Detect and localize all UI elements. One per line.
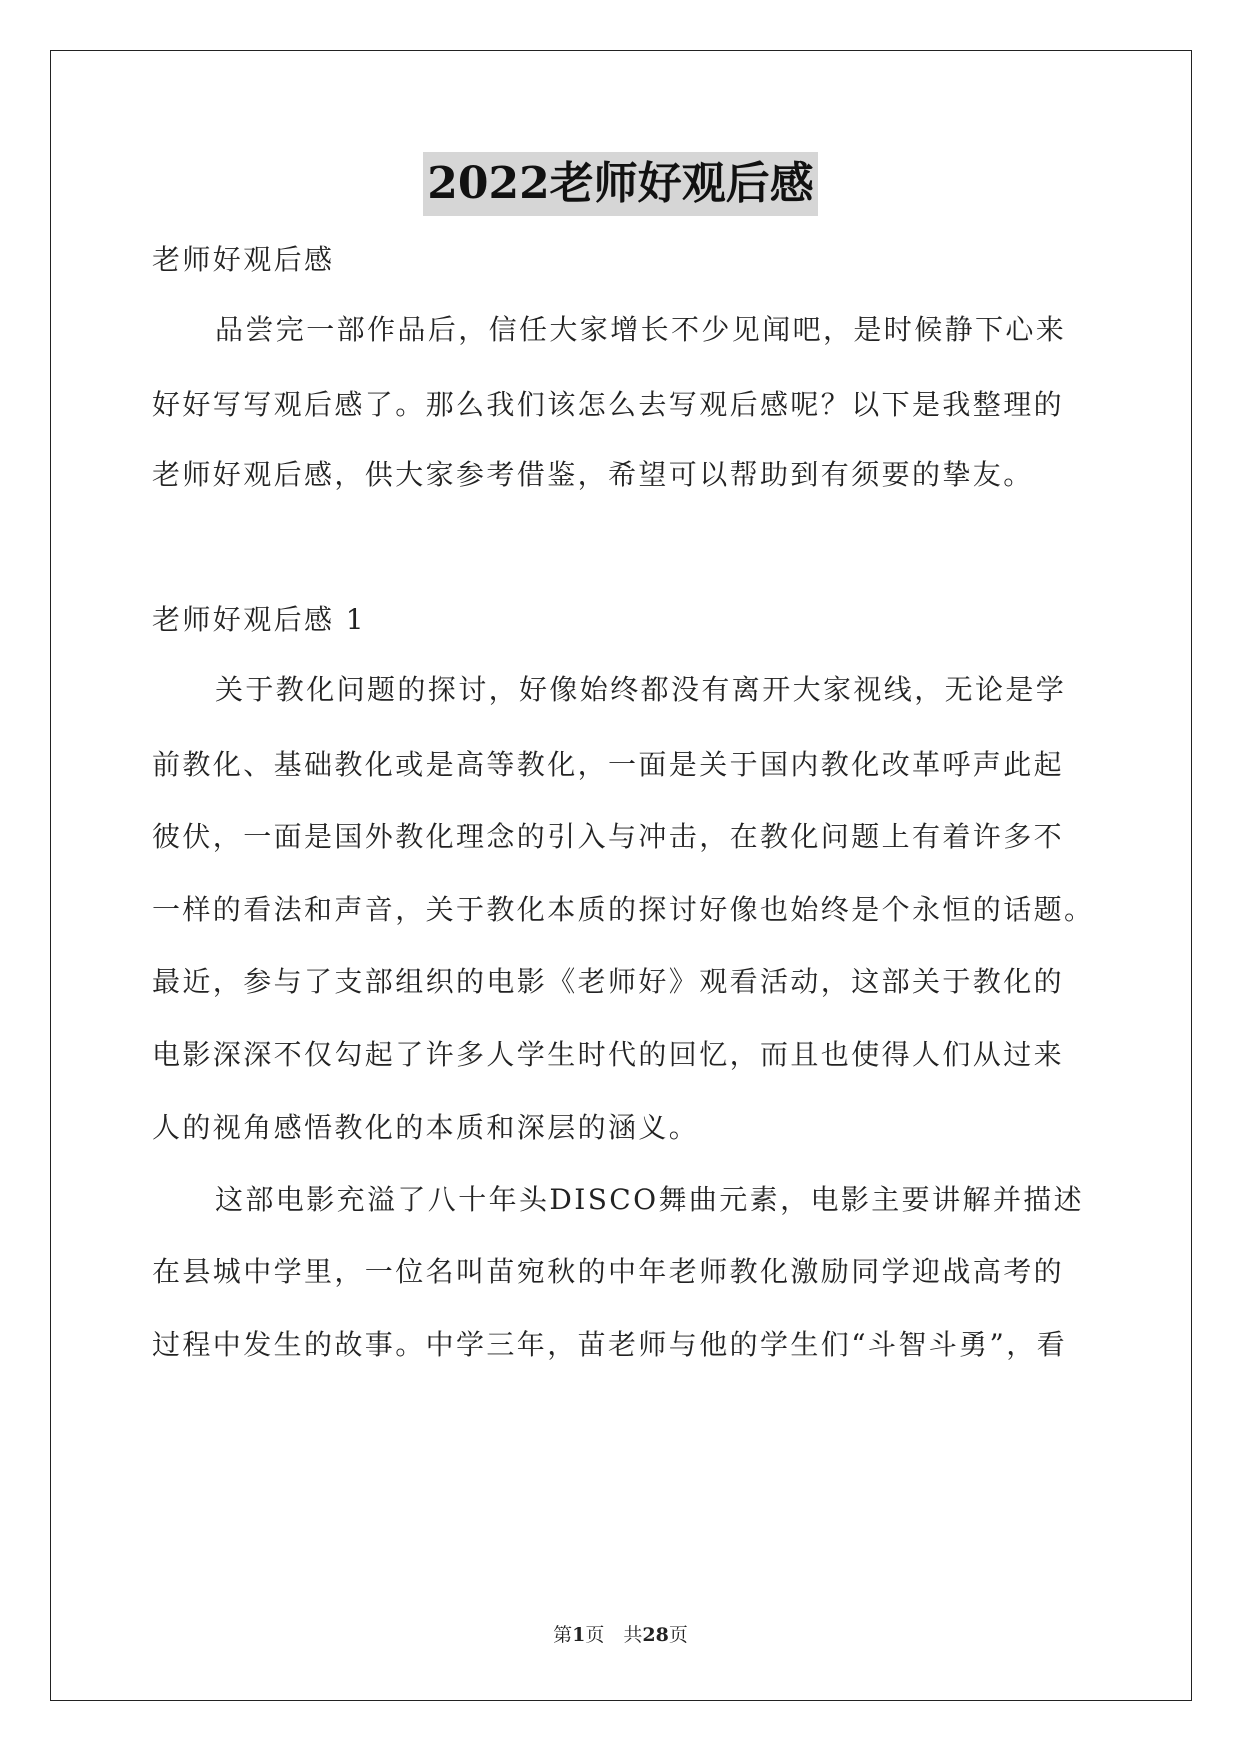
paragraph-line: 这部电影充溢了八十年头DISCO舞曲元素，电影主要讲解并描述 bbox=[215, 1183, 1085, 1216]
paragraph-line: 品尝完一部作品后，信任大家增长不少见闻吧，是时候静下心来 bbox=[215, 313, 1067, 346]
paragraph-line: 好好写写观后感了。那么我们该怎么去写观后感呢？以下是我整理的 bbox=[152, 388, 1065, 421]
paragraph-line: 电影深深不仅勾起了许多人学生时代的回忆，而且也使得人们从过来 bbox=[152, 1038, 1065, 1071]
paragraph-line: 前教化、基础教化或是高等教化，一面是关于国内教化改革呼声此起 bbox=[152, 748, 1065, 781]
paragraph-line: 最近，参与了支部组织的电影《老师好》观看活动，这部关于教化的 bbox=[152, 965, 1065, 998]
section-heading: 老师好观后感 1 bbox=[152, 603, 366, 636]
footer-prefix: 第 bbox=[553, 1624, 573, 1646]
footer-suffix: 页 bbox=[668, 1624, 688, 1646]
section-heading: 老师好观后感 bbox=[152, 243, 335, 276]
paragraph-line: 过程中发生的故事。中学三年，苗老师与他的学生们“斗智斗勇”，看 bbox=[152, 1328, 1068, 1361]
paragraph-line: 人的视角感悟教化的本质和深层的涵义。 bbox=[152, 1111, 700, 1144]
paragraph-line: 彼伏，一面是国外教化理念的引入与冲击，在教化问题上有着许多不 bbox=[152, 820, 1065, 853]
page-footer bbox=[0, 1620, 1241, 1647]
page-border bbox=[50, 50, 1192, 1701]
total-page-count: 28 bbox=[642, 1624, 669, 1646]
document-title: 2022老师好观后感 bbox=[423, 152, 817, 216]
paragraph-line: 在县城中学里，一位名叫苗宛秋的中年老师教化激励同学迎战高考的 bbox=[152, 1255, 1065, 1288]
paragraph-line: 老师好观后感，供大家参考借鉴，希望可以帮助到有须要的挚友。 bbox=[152, 458, 1034, 491]
paragraph-line: 一样的看法和声音，关于教化本质的探讨好像也始终是个永恒的话题。 bbox=[152, 893, 1095, 926]
paragraph-line: 关于教化问题的探讨，好像始终都没有离开大家视线，无论是学 bbox=[215, 673, 1067, 706]
current-page-number: 1 bbox=[572, 1624, 586, 1646]
title-container bbox=[0, 152, 1241, 216]
footer-middle: 页 共 bbox=[585, 1624, 643, 1646]
